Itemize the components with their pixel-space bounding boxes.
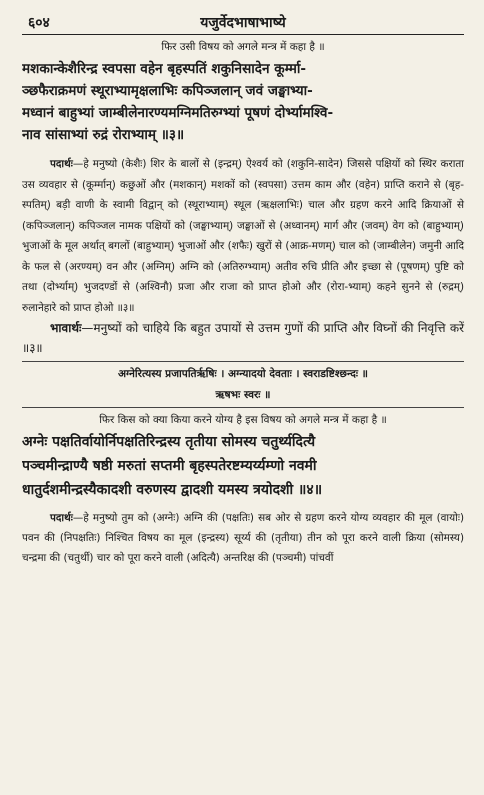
running-title: यजुर्वेदभाषाभाष्ये	[200, 15, 286, 31]
padartha-label: पदार्थः	[50, 512, 73, 524]
mantra-4	[22, 430, 464, 502]
mantra-line: अग्नेः पक्षतिर्वायोर्निपक्षतिरिन्द्रस्य तृतीया सोमस्य चतुर्थ्यदित्यै	[22, 434, 316, 450]
padartha-text: —हे मनुष्यो (केशैः) शिर के बालों से (इन्द्रम्) ऐश्वर्य को (शकुनि-सादेन) जिससे पक्षियों को स्थिर कराता उस व्यवहार से (कूर्म्मान्) कछुओं और (मशकान्) मशकों को (स्वपसा) उत्तम काम और (वहेन) प्राप्ति कराने से (बृह-स्पतिम्) बड़ी वाणी के स्वामी विद्वान् को (स्थूराभ्याम्) स्थूल (ऋक्षलाभिः) चाल और ग्रहण करने आदि क्रियाओं से (कपिञ्जलान्) कपिञ्जल नामक पक्षियों को (जङ्घाभ्याम्) जङ्घाओं से (अध्वानम्) मार्ग और (जवम्) वेग को (बाहुभ्याम्) भुजाओं के मूल अर्थात् बगलों (बाहुभ्याम्) भुजाओं और (शफैः) खुरों से (आक्र-मणम्) चाल को (जाम्बीलेन) जमुनी आदि के फल से (अरण्यम्) वन और (अग्निम्) अग्नि को (अतिरुग्भ्याम्) अतीव रुचि प्रीति और इच्छा से (पूषणम्) पुष्टि को तथा (दोर्भ्याम्) भुजदण्डों से (अश्विनौ) प्रजा और राजा को प्राप्त होओ और (रोरा-भ्याम्) कहने सुनने से (रुद्रम्) रुलानेहारे को प्राप्त होओ ॥३॥	[22, 158, 464, 314]
bhavartha-text: —मनुष्यों को चाहिये कि बहुत उपायों से उत्तम गुणों की प्राप्ति और विघ्नों की निवृत्ति करें ॥३॥	[22, 321, 464, 355]
page-number: ६०४	[28, 15, 50, 31]
divider	[22, 361, 464, 362]
padartha-text: —हे मनुष्यो तुम को (अग्नेः) अग्नि की (पक्षतिः) सब ओर से ग्रहण करने योग्य व्यवहार की मूल (वायोः) पवन की (निपक्षतिः) निश्चित विषय का मूल (इन्द्रस्य) सूर्य्य की (तृतीया) तीन को पूरा करने वाली क्रिया (सोमस्य) चन्द्रमा की (चतुर्थी) चार को पूरा करने वाली (अदित्यै) अन्तरिक्ष की (पञ्चमी) पांचवीं	[22, 512, 464, 564]
padartha-label: पदार्थः	[50, 158, 73, 170]
page-header	[22, 8, 464, 35]
mantra-line: धातुर्दशमीन्द्रस्यैकादशी वरुणस्य द्वादशी यमस्य त्रयोदशी ॥४॥	[22, 482, 323, 498]
bhavartha-3	[22, 318, 464, 358]
page	[22, 8, 464, 788]
section1-intro: फिर उसी विषय को अगले मन्त्र में कहा है ॥	[161, 41, 325, 53]
padartha-3	[22, 154, 464, 318]
mantra-line: मध्वानं बाहुभ्यां जाम्बीलेनारण्यमग्निमतिरुग्भ्यां पूषणं दोर्भ्यामश्वि-	[22, 105, 334, 121]
mantra-line: नाव सांसाभ्यां रुद्रं रोराभ्याम् ॥३॥	[22, 127, 185, 143]
mantra-line: पञ्चमीन्द्राण्यै षष्ठी मरुतां सप्तमी बृहस्पतेरष्टम्यर्य्यम्णो नवमी	[22, 458, 317, 474]
mantra-line: ञ्छफैराक्रमणं स्थूराभ्यामृक्षलाभिः कपिञ्जलान् जवं जङ्घाभ्या-	[22, 83, 313, 99]
mantra-line: मशकान्केशैरिन्द्र स्वपसा वहेन बृहस्पतिं शकुनिसादेन कूर्म्मा-	[22, 61, 307, 77]
section2-intro: फिर किस को क्या किया करने योग्य है इस विषय को अगले मन्त्र में कहा है ॥	[99, 414, 387, 426]
rishi-devata-line: अग्नेरित्यस्य प्रजापतिर्ऋषिः । अग्न्यादयो देवताः । स्वराडष्टिश्छन्दः ॥	[117, 368, 369, 380]
padartha-4	[22, 508, 464, 568]
mantra-3	[22, 58, 464, 146]
svara-line: ऋषभः स्वरः ॥	[215, 389, 271, 401]
bhavartha-label: भावार्थः	[50, 321, 82, 335]
divider	[22, 407, 464, 408]
